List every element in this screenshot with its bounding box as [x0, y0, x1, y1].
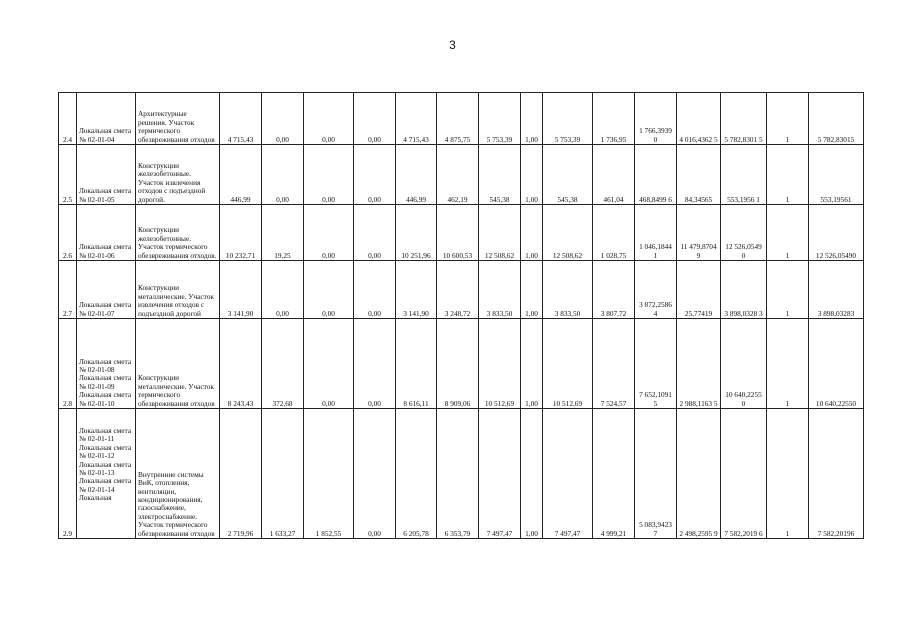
cell-c1: 10 232,71 — [220, 205, 262, 261]
cell-c13: 12 526,0549 0 — [721, 205, 767, 261]
cell-c2: 0,00 — [262, 145, 304, 205]
cell-c9: 7 497,47 — [543, 409, 593, 539]
cell-c13: 10 640,2255 0 — [721, 319, 767, 409]
cell-c13: 7 582,2019 6 — [721, 409, 767, 539]
cell-c1: 4 715,43 — [220, 93, 262, 145]
cell-c8: 1,00 — [521, 93, 543, 145]
estimate-description: Архитектурные решения. Участок термического обезвреживания отходов — [136, 93, 220, 145]
table-row — [59, 145, 864, 205]
cell-c10: 1 736,95 — [593, 93, 635, 145]
table-row — [59, 409, 864, 539]
cell-c9: 12 508,62 — [543, 205, 593, 261]
cell-c9: 10 512,69 — [543, 319, 593, 409]
estimate-table — [58, 92, 864, 539]
cell-c6: 4 875,75 — [437, 93, 479, 145]
cell-c2: 1 633,27 — [262, 409, 304, 539]
cell-c6: 6 353,79 — [437, 409, 479, 539]
estimate-description: Конструкции металлические. Участок термического обезвреживания отходов — [136, 319, 220, 409]
row-number: 2.7 — [59, 261, 77, 319]
cell-c12: 2 988,1163 5 — [677, 319, 721, 409]
estimate-name: Локальная смета № 02-01-08 Локальная смета № 02-01-09 Локальная смета № 02-01-10 — [77, 319, 136, 409]
cell-c11: 468,8499 6 — [635, 145, 677, 205]
cell-c15: 10 640,22550 — [809, 319, 864, 409]
cell-c9: 3 833,50 — [543, 261, 593, 319]
cell-c12: 11 479,8704 9 — [677, 205, 721, 261]
cell-c3: 0,00 — [304, 145, 354, 205]
cell-c5: 3 141,90 — [396, 261, 437, 319]
estimate-name: Локальная смета № 02-01-07 — [77, 261, 136, 319]
cell-c5: 10 251,96 — [396, 205, 437, 261]
cell-c10: 461,04 — [593, 145, 635, 205]
cell-c2: 0,00 — [262, 261, 304, 319]
cell-c7: 3 833,50 — [479, 261, 521, 319]
cell-c15: 553,19561 — [809, 145, 864, 205]
cell-c7: 7 497,47 — [479, 409, 521, 539]
cell-c4: 0,00 — [354, 205, 396, 261]
cell-c3: 0,00 — [304, 319, 354, 409]
cell-c15: 12 526,05490 — [809, 205, 864, 261]
cell-c13: 3 898,0328 3 — [721, 261, 767, 319]
cell-c8: 1,00 — [521, 145, 543, 205]
table-row — [59, 261, 864, 319]
cell-c5: 4 715,43 — [396, 93, 437, 145]
cell-c14: 1 — [767, 319, 809, 409]
cell-c8: 1,00 — [521, 319, 543, 409]
cell-c3: 0,00 — [304, 261, 354, 319]
cell-c1: 2 719,96 — [220, 409, 262, 539]
cell-c13: 5 782,8301 5 — [721, 93, 767, 145]
cell-c8: 1,00 — [521, 261, 543, 319]
cell-c14: 1 — [767, 261, 809, 319]
estimate-name: Локальная смета № 02-01-11 Локальная смета № 02-01-12 Локальная смета № 02-01-13 Локальная смета № 02-01-14 Локальная — [77, 409, 136, 539]
cell-c15: 3 898,03283 — [809, 261, 864, 319]
cell-c6: 462,19 — [437, 145, 479, 205]
cell-c6: 10 600,53 — [437, 205, 479, 261]
cell-c8: 1,00 — [521, 409, 543, 539]
cell-c13: 553,1956 1 — [721, 145, 767, 205]
cell-c7: 12 508,62 — [479, 205, 521, 261]
cell-c11: 5 083,9423 7 — [635, 409, 677, 539]
cell-c5: 446,99 — [396, 145, 437, 205]
page-number: 3 — [449, 38, 456, 52]
row-number: 2.4 — [59, 93, 77, 145]
estimate-name: Локальная смета № 02-01-05 — [77, 145, 136, 205]
cell-c11: 7 652,1091 5 — [635, 319, 677, 409]
cell-c2: 19,25 — [262, 205, 304, 261]
estimate-description: Конструкции железобетонные. Участок термического обезвреживания отходов. — [136, 205, 220, 261]
cell-c8: 1,00 — [521, 205, 543, 261]
cell-c11: 3 872,2586 4 — [635, 261, 677, 319]
cell-c11: 1 046,1844 1 — [635, 205, 677, 261]
cell-c10: 3 807,72 — [593, 261, 635, 319]
cell-c12: 4 016,4362 5 — [677, 93, 721, 145]
cell-c4: 0,00 — [354, 319, 396, 409]
cell-c5: 6 205,78 — [396, 409, 437, 539]
cell-c10: 1 028,75 — [593, 205, 635, 261]
cell-c12: 84,34565 — [677, 145, 721, 205]
cell-c6: 3 248,72 — [437, 261, 479, 319]
estimate-description: Конструкции металлические. Участок извлечения отходов с подъездной дорогой — [136, 261, 220, 319]
cell-c10: 7 524,57 — [593, 319, 635, 409]
row-number: 2.6 — [59, 205, 77, 261]
cell-c14: 1 — [767, 145, 809, 205]
cell-c7: 545,38 — [479, 145, 521, 205]
estimate-name: Локальная смета № 02-01-06 — [77, 205, 136, 261]
cell-c7: 5 753,39 — [479, 93, 521, 145]
cell-c14: 1 — [767, 93, 809, 145]
cell-c5: 8 616,11 — [396, 319, 437, 409]
row-number: 2.9 — [59, 409, 77, 539]
cell-c1: 3 141,90 — [220, 261, 262, 319]
row-number: 2.8 — [59, 319, 77, 409]
cell-c15: 7 582,20196 — [809, 409, 864, 539]
cell-c3: 0,00 — [304, 93, 354, 145]
cell-c14: 1 — [767, 409, 809, 539]
cell-c3: 0,00 — [304, 205, 354, 261]
cell-c2: 372,68 — [262, 319, 304, 409]
estimate-description: Конструкции железобетонные. Участок извлечения отходов с подъездной дорогой. — [136, 145, 220, 205]
cell-c9: 545,38 — [543, 145, 593, 205]
cell-c4: 0,00 — [354, 409, 396, 539]
table-row — [59, 319, 864, 409]
row-number: 2.5 — [59, 145, 77, 205]
cell-c1: 446,99 — [220, 145, 262, 205]
cell-c14: 1 — [767, 205, 809, 261]
estimate-name: Локальная смета № 02-01-04 — [77, 93, 136, 145]
cell-c15: 5 782,83015 — [809, 93, 864, 145]
cell-c7: 10 512,69 — [479, 319, 521, 409]
cell-c4: 0,00 — [354, 145, 396, 205]
cell-c1: 8 243,43 — [220, 319, 262, 409]
cell-c9: 5 753,39 — [543, 93, 593, 145]
table-row — [59, 93, 864, 145]
cell-c4: 0,00 — [354, 261, 396, 319]
cell-c10: 4 999,21 — [593, 409, 635, 539]
cell-c4: 0,00 — [354, 93, 396, 145]
table-row — [59, 205, 864, 261]
cell-c6: 8 909,06 — [437, 319, 479, 409]
estimate-description: Внутренние системы ВиК, отопления, вентиляции, кондиционирования, газоснабжение, электроснабжение. Участок термического обезвреживания отходов — [136, 409, 220, 539]
cell-c2: 0,00 — [262, 93, 304, 145]
cell-c12: 25,77419 — [677, 261, 721, 319]
cell-c12: 2 498,2595 9 — [677, 409, 721, 539]
cell-c11: 1 766,3939 0 — [635, 93, 677, 145]
cell-c3: 1 852,55 — [304, 409, 354, 539]
